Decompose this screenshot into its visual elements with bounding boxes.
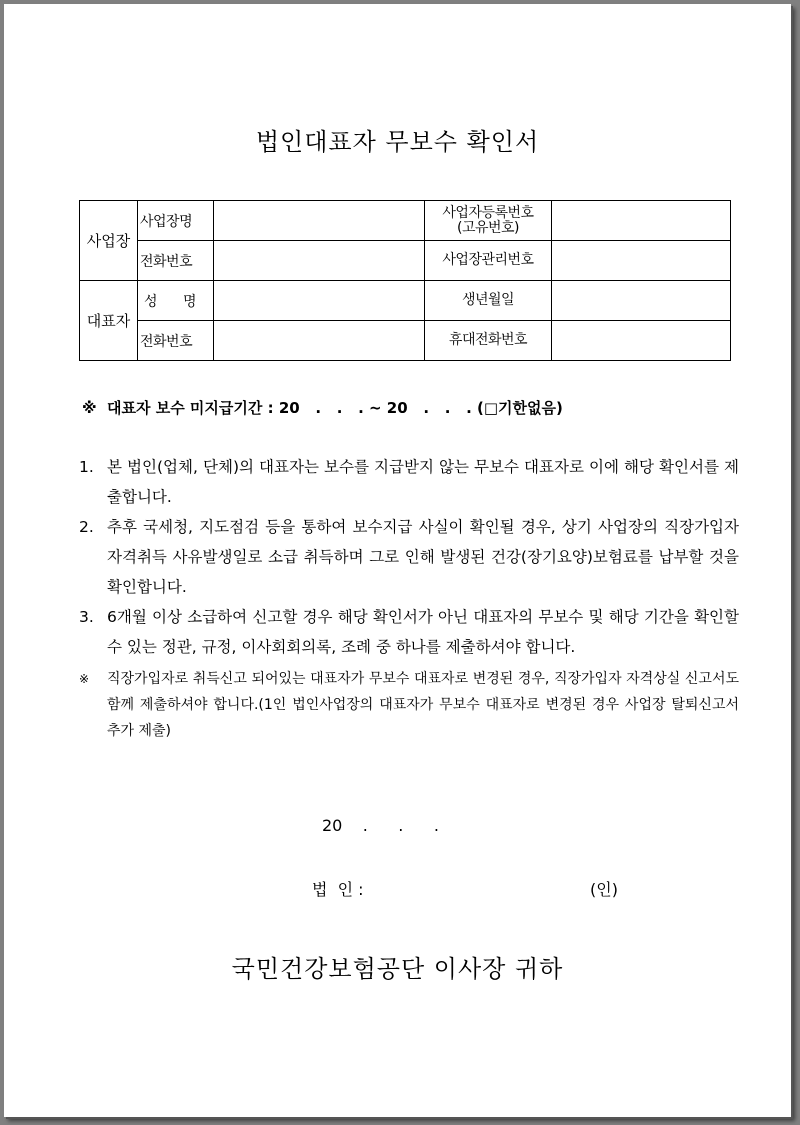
list-item (79, 452, 739, 512)
workplace-name-field[interactable] (214, 201, 425, 241)
list-item (79, 512, 739, 602)
list-item-text: 추후 국세청, 지도점검 등을 통하여 보수지급 사실이 확인될 경우, 상기 사업장의 직장가입자 자격취득 사유발생일로 소급 취득하며 그로 인해 발생된 건강(장기요양)보험료를 납부할 것을 확인합니다. (107, 518, 739, 596)
rep-mobile-label: 휴대전화번호 (425, 321, 552, 361)
rep-birth-field[interactable] (552, 281, 731, 321)
business-reg-label-line1: 사업자등록번호 (442, 204, 534, 221)
list-item-text: 6개월 이상 소급하여 신고할 경우 해당 확인서가 아닌 대표자의 무보수 및 해당 기간을 확인할 수 있는 정관, 규정, 이사회회의록, 조례 중 하나를 제출하셔야 합니다. (107, 608, 739, 656)
rep-phone-label: 전화번호 (138, 321, 214, 361)
document-title: 법인대표자 무보수 확인서 (255, 128, 540, 156)
workplace-name-label: 사업장명 (138, 201, 214, 241)
business-reg-field[interactable] (552, 201, 731, 241)
rep-name-label-char2: 명 (183, 293, 197, 310)
statement-list (79, 452, 739, 744)
workplace-phone-label: 전화번호 (138, 241, 214, 281)
workplace-mgmt-field[interactable] (552, 241, 731, 281)
list-item-number: 2. (79, 518, 94, 536)
unpaid-period-notice: ※ 대표자 보수 미지급기간 : 20 . . . ~ 20 . . . (□기한없음) (82, 399, 563, 417)
footnote-text: 직장가입자로 취득신고 되어있는 대표자가 무보수 대표자로 변경된 경우, 직장가입자 자격상실 신고서도 함께 제출하셔야 합니다.(1인 법인사업장의 대표자가 무보수 대표자로 변경된 경우 사업장 탈퇴신고서 추가 제출) (107, 671, 739, 739)
rep-name-field[interactable] (214, 281, 425, 321)
rep-group-label: 대표자 (80, 281, 138, 361)
info-table (79, 200, 731, 361)
workplace-mgmt-label: 사업장관리번호 (425, 241, 552, 281)
document-page (4, 4, 791, 1117)
corporation-label: 법 인 : (312, 880, 364, 899)
list-item-text: 본 법인(업체, 단체)의 대표자는 보수를 지급받지 않는 무보수 대표자로 이에 해당 확인서를 제출합니다. (107, 458, 739, 506)
addressee: 국민건강보험공단 이사장 귀하 (231, 955, 564, 983)
list-item-number: 3. (79, 608, 94, 626)
business-reg-label (425, 201, 552, 241)
workplace-group-label: 사업장 (80, 201, 138, 281)
rep-mobile-field[interactable] (552, 321, 731, 361)
rep-name-label-char1: 성 (144, 293, 158, 310)
list-item (79, 602, 739, 662)
footnote-mark: ※ (79, 672, 90, 686)
rep-name-label (138, 281, 214, 321)
rep-birth-label: 생년월일 (425, 281, 552, 321)
business-reg-label-line2: (고유번호) (456, 219, 520, 236)
workplace-phone-field[interactable] (214, 241, 425, 281)
rep-phone-field[interactable] (214, 321, 425, 361)
footnote (79, 666, 739, 744)
date-line: 20 . . . (322, 816, 439, 835)
list-item-number: 1. (79, 458, 94, 476)
seal-mark: (인) (590, 880, 618, 899)
